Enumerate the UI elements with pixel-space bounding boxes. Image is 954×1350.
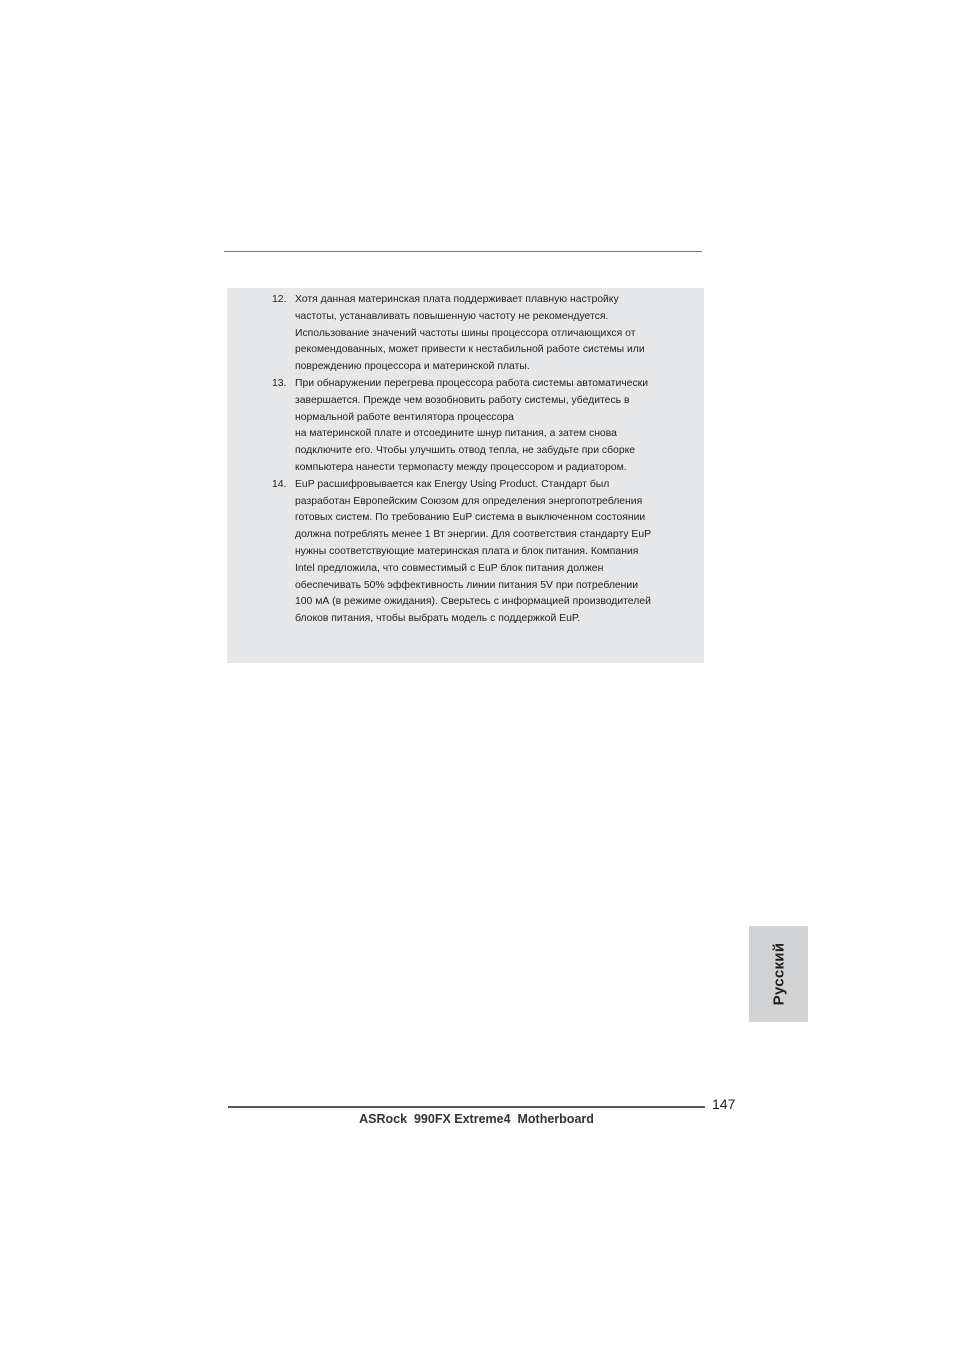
note-line: на материнской плате и отсоедините шнур питания, а затем снова (295, 428, 617, 440)
language-tab-label: Русский (770, 942, 787, 1006)
notes-list (227, 292, 704, 628)
note-line: подключите его. Чтобы улучшить отвод тепла, не забудьте при сборке (295, 445, 636, 457)
note-line: Intel предложила, что совместимый с EuP блок питания должен (295, 562, 604, 574)
note-line: обеспечивать 50% эффективность линии питания 5V при потреблении (295, 579, 639, 591)
note-line: компьютера нанести термопасту между процессором и радиатором. (295, 461, 627, 473)
page-number: 147 (712, 1096, 736, 1112)
note-line: Использование значений частоты шины процессора отличающихся от (295, 327, 636, 339)
note-item (227, 376, 704, 477)
note-number: 13. (272, 377, 287, 389)
note-item (227, 477, 704, 628)
note-line: завершается. Прежде чем возобновить работу системы, убедитесь в (295, 394, 630, 406)
note-line: нормальной работе вентилятора процессора (295, 411, 514, 423)
note-line: 100 мА (в режиме ожидания). Сверьтесь с информацией производителей (295, 596, 651, 608)
note-line: При обнаружении перегрева процессора работа системы автоматически (295, 377, 648, 389)
note-line: разработан Европейским Союзом для определения энергопотребления (295, 495, 643, 507)
note-line: частоты, устанавливать повышенную частоту не рекомендуется. (295, 310, 609, 322)
note-number: 12. (272, 294, 287, 305)
language-tab (749, 926, 808, 1022)
note-line: готовых систем. По требованию EuP система в выключенном состоянии (295, 512, 646, 524)
note-line: рекомендованных, может привести к нестабильной работе системы или (295, 344, 645, 356)
footer-title: ASRock 990FX Extreme4 Motherboard (359, 1112, 594, 1126)
top-divider (224, 251, 702, 252)
note-line: должна потреблять менее 1 Вт энергии. Для соответствия стандарту EuP (295, 529, 652, 541)
note-line: повреждению процессора и материнской платы. (295, 361, 530, 373)
note-number: 14. (272, 478, 287, 490)
note-item (227, 292, 704, 376)
notes-box (227, 288, 704, 663)
note-line: нужны соответствующие материнская плата и блок питания. Компания (295, 545, 639, 557)
note-line: Хотя данная материнская плата поддерживает плавную настройку (295, 294, 619, 305)
note-line: EuP расшифровывается как Energy Using Product. Стандарт был (295, 478, 610, 490)
note-line: блоков питания, чтобы выбрать модель с поддержкой EuP. (295, 613, 581, 625)
bottom-divider (228, 1106, 705, 1108)
